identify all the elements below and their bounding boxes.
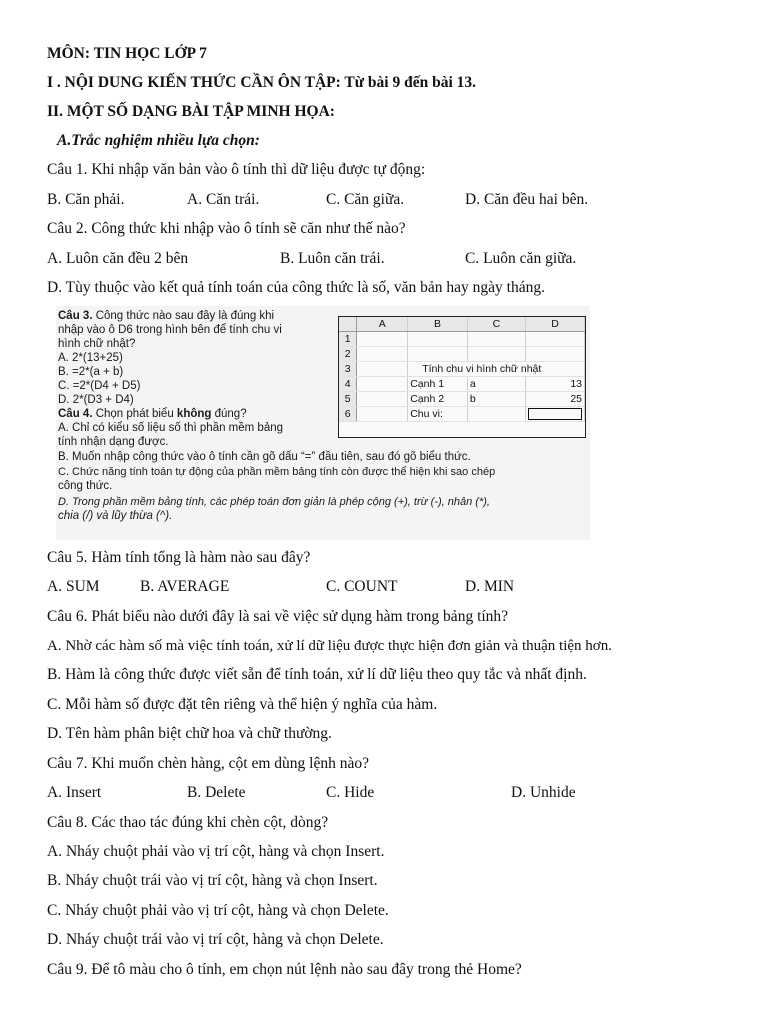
column-header: A bbox=[357, 317, 408, 332]
q4-line: công thức. bbox=[58, 480, 113, 492]
q6-option: A. Nhờ các hàm số mà việc tính toán, xử lí dữ liệu được thực hiện đơn giản và thuận tiện hơn. bbox=[47, 638, 612, 654]
question-8: Câu 8. Các thao tác đúng khi chèn cột, dòng? bbox=[47, 814, 329, 831]
q4-option: D. Trong phần mềm bảng tính, các phép toán đơn giản là phép cộng (+), trừ (-), nhân (*), bbox=[58, 496, 490, 508]
q3-line: Câu 3. Công thức nào sau đây là đúng khi bbox=[58, 310, 275, 322]
row-header: 2 bbox=[339, 347, 357, 362]
q3-option: B. =2*(a + b) bbox=[58, 366, 124, 378]
section-1-heading: I . NỘI DUNG KIẾN THỨC CẦN ÔN TẬP: Từ bài 9 đến bài 13. bbox=[47, 74, 477, 91]
question-9: Câu 9. Để tô màu cho ô tính, em chọn nút lệnh nào sau đây trong thẻ Home? bbox=[47, 961, 522, 978]
question-7: Câu 7. Khi muốn chèn hàng, cột em dùng lệnh nào? bbox=[47, 755, 369, 772]
q5-option: C. COUNT bbox=[326, 578, 398, 595]
row-header: 1 bbox=[339, 332, 357, 347]
question-6: Câu 6. Phát biểu nào dưới đây là sai về việc sử dụng hàm trong bảng tính? bbox=[47, 608, 509, 625]
q3-line: nhập vào ô D6 trong hình bên để tính chu vi bbox=[58, 324, 282, 336]
q1-option: B. Căn phải. bbox=[47, 191, 125, 208]
q3-line: hình chữ nhật? bbox=[58, 338, 136, 350]
question-2: Câu 2. Công thức khi nhập vào ô tính sẽ căn như thế nào? bbox=[47, 220, 406, 237]
cell-var: b bbox=[467, 392, 525, 407]
question-1: Câu 1. Khi nhập văn bản vào ô tính thì dữ liệu được tự động: bbox=[47, 161, 426, 178]
selected-cell-d6 bbox=[528, 408, 582, 420]
q6-option: C. Mỗi hàm số được đặt tên riêng và thể hiện ý nghĩa của hàm. bbox=[47, 696, 438, 713]
cell-label: Chu vi: bbox=[408, 407, 468, 422]
q7-option: B. Delete bbox=[187, 784, 246, 801]
cell-label: Cạnh 1 bbox=[408, 377, 468, 392]
section-2-heading: II. MỘT SỐ DẠNG BÀI TẬP MINH HỌA: bbox=[47, 103, 335, 120]
column-header: B bbox=[408, 317, 468, 332]
cell-label: Cạnh 2 bbox=[408, 392, 468, 407]
q7-option: A. Insert bbox=[47, 784, 102, 801]
row-header: 6 bbox=[339, 407, 357, 422]
q4-line: chia (/) và lũy thừa (^). bbox=[58, 510, 173, 522]
q1-option: D. Căn đều hai bên. bbox=[465, 191, 589, 208]
question-5: Câu 5. Hàm tính tổng là hàm nào sau đây? bbox=[47, 549, 311, 566]
q1-option: C. Căn giữa. bbox=[326, 191, 405, 208]
q2-option: B. Luôn căn trái. bbox=[280, 250, 385, 267]
sheet-title-cell: Tính chu vi hình chữ nhật bbox=[408, 362, 585, 377]
subsection-a-heading: A.Trắc nghiệm nhiều lựa chọn: bbox=[57, 132, 260, 149]
column-header: C bbox=[467, 317, 525, 332]
row-header: 5 bbox=[339, 392, 357, 407]
cell-var: a bbox=[467, 377, 525, 392]
q5-option: B. AVERAGE bbox=[140, 578, 230, 595]
q8-option: C. Nháy chuột phải vào vị trí cột, hàng và chọn Delete. bbox=[47, 902, 389, 919]
q5-option: D. MIN bbox=[465, 578, 515, 595]
q2-option-d: D. Tùy thuộc vào kết quả tính toán của công thức là số, văn bản hay ngày tháng. bbox=[47, 279, 545, 296]
q6-option: B. Hàm là công thức được viết sẵn để tính toán, xử lí dữ liệu theo quy tắc và nhất định. bbox=[47, 666, 587, 683]
q3-option: C. =2*(D4 + D5) bbox=[58, 380, 141, 392]
q8-option: B. Nháy chuột trái vào vị trí cột, hàng và chọn Insert. bbox=[47, 872, 378, 889]
q4-line: Câu 4. Chọn phát biểu không đúng? bbox=[58, 408, 247, 420]
q7-option: C. Hide bbox=[326, 784, 375, 801]
scanned-image bbox=[56, 306, 590, 540]
q2-option: C. Luôn căn giữa. bbox=[465, 250, 577, 267]
q2-option: A. Luôn căn đều 2 bên bbox=[47, 250, 189, 267]
q4-option: A. Chỉ có kiểu số liệu số thì phần mềm bảng bbox=[58, 422, 284, 434]
spreadsheet-figure bbox=[338, 316, 586, 438]
cell-value: 13 bbox=[526, 377, 585, 392]
cell-value: 25 bbox=[526, 392, 585, 407]
q3-option: A. 2*(13+25) bbox=[58, 352, 123, 364]
subject-title: MÔN: TIN HỌC LỚP 7 bbox=[47, 45, 207, 62]
row-header: 4 bbox=[339, 377, 357, 392]
row-header: 3 bbox=[339, 362, 357, 377]
q4-option: C. Chức năng tính toán tự động của phần mềm bảng tính còn được thể hiện khi sao chép bbox=[58, 466, 496, 478]
column-header: D bbox=[526, 317, 585, 332]
q7-option: D. Unhide bbox=[511, 784, 576, 801]
corner-cell bbox=[339, 317, 357, 332]
q8-option: D. Nháy chuột trái vào vị trí cột, hàng và chọn Delete. bbox=[47, 931, 384, 948]
q1-option: A. Căn trái. bbox=[187, 191, 260, 208]
q4-line: tính nhận dạng được. bbox=[58, 436, 169, 448]
q3-option: D. 2*(D3 + D4) bbox=[58, 394, 134, 406]
q5-option: A. SUM bbox=[47, 578, 100, 595]
q6-option: D. Tên hàm phân biệt chữ hoa và chữ thường. bbox=[47, 725, 332, 742]
q8-option: A. Nháy chuột phải vào vị trí cột, hàng và chọn Insert. bbox=[47, 843, 385, 860]
q4-option: B. Muốn nhập công thức vào ô tính cần gõ dấu “=” đầu tiên, sau đó gõ biểu thức. bbox=[58, 451, 471, 463]
